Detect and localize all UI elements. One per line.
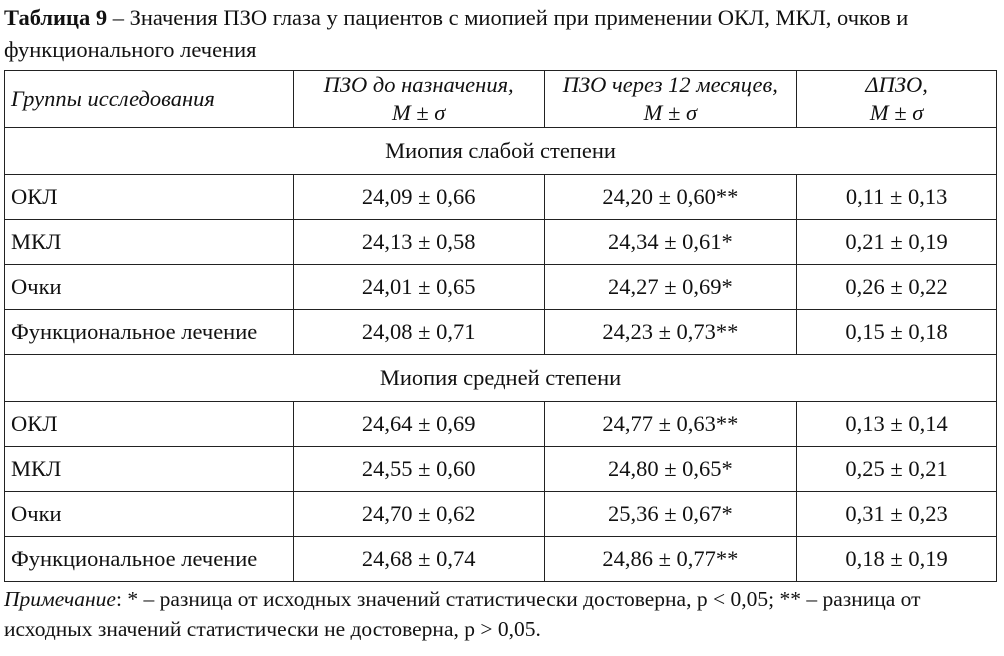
table-note (4, 584, 1000, 644)
row-after: 24,86 ± 0,77** (544, 537, 797, 582)
row-after: 25,36 ± 0,67* (544, 492, 797, 537)
row-before: 24,08 ± 0,71 (293, 310, 544, 355)
row-before: 24,70 ± 0,62 (293, 492, 544, 537)
row-group: Очки (5, 492, 294, 537)
row-delta: 0,26 ± 0,22 (797, 265, 997, 310)
section-row-mild (5, 128, 997, 175)
row-before: 24,09 ± 0,66 (293, 175, 544, 220)
row-delta: 0,15 ± 0,18 (797, 310, 997, 355)
table-row (5, 265, 997, 310)
row-group: Функциональное лечение (5, 537, 294, 582)
row-group: ОКЛ (5, 402, 294, 447)
row-after: 24,34 ± 0,61* (544, 220, 797, 265)
table-row (5, 402, 997, 447)
header-after: ПЗО через 12 месяцев, M ± σ (544, 71, 797, 128)
row-group: МКЛ (5, 220, 294, 265)
header-row (5, 71, 997, 128)
header-groups: Группы исследования (5, 71, 294, 128)
row-before: 24,13 ± 0,58 (293, 220, 544, 265)
row-before: 24,68 ± 0,74 (293, 537, 544, 582)
row-after: 24,27 ± 0,69* (544, 265, 797, 310)
table-row (5, 537, 997, 582)
table-caption (4, 0, 1000, 66)
row-delta: 0,13 ± 0,14 (797, 402, 997, 447)
row-after: 24,20 ± 0,60** (544, 175, 797, 220)
table-row (5, 220, 997, 265)
section-row-moderate (5, 355, 997, 402)
row-before: 24,64 ± 0,69 (293, 402, 544, 447)
row-delta: 0,25 ± 0,21 (797, 447, 997, 492)
table-row (5, 492, 997, 537)
table-row (5, 310, 997, 355)
pzo-table (4, 70, 997, 582)
section-title: Миопия средней степени (5, 355, 997, 402)
row-delta: 0,21 ± 0,19 (797, 220, 997, 265)
row-group: ОКЛ (5, 175, 294, 220)
section-title: Миопия слабой степени (5, 128, 997, 175)
caption-label: Таблица 9 (4, 5, 108, 30)
note-text: : * – разница от исходных значений статистически достоверна, p < 0,05; ** – разница от исходных значений статистически не достоверна, p > 0,05. (4, 587, 921, 641)
row-group: Функциональное лечение (5, 310, 294, 355)
row-after: 24,80 ± 0,65* (544, 447, 797, 492)
row-group: Очки (5, 265, 294, 310)
row-after: 24,23 ± 0,73** (544, 310, 797, 355)
header-before: ПЗО до назначения, M ± σ (293, 71, 544, 128)
table-row (5, 447, 997, 492)
row-before: 24,01 ± 0,65 (293, 265, 544, 310)
caption-text: – Значения ПЗО глаза у пациентов с миопией при применении ОКЛ, МКЛ, очков и функционального лечения (4, 5, 909, 62)
row-after: 24,77 ± 0,63** (544, 402, 797, 447)
row-delta: 0,31 ± 0,23 (797, 492, 997, 537)
table-row (5, 175, 997, 220)
row-delta: 0,18 ± 0,19 (797, 537, 997, 582)
header-delta: ΔПЗО, M ± σ (797, 71, 997, 128)
row-group: МКЛ (5, 447, 294, 492)
row-before: 24,55 ± 0,60 (293, 447, 544, 492)
row-delta: 0,11 ± 0,13 (797, 175, 997, 220)
note-label: Примечание (4, 587, 116, 611)
